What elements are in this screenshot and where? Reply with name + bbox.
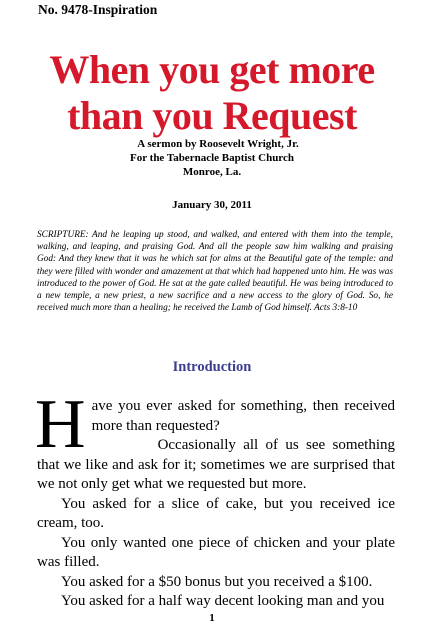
introduction-heading: Introduction (172, 359, 252, 375)
paragraph-1: ave you ever asked for something, then received more than requested? (91, 398, 395, 434)
paragraph-6: You asked for a half way decent looking man and you (61, 593, 385, 609)
title-line-2: than you Request (67, 93, 357, 138)
byline-church: For the Tabernacle Baptist Church (130, 152, 294, 164)
byline-author: A sermon by Roosevelt Wright, Jr. (137, 138, 299, 150)
drop-cap: H (35, 386, 86, 463)
title-line-1: When you get more (49, 47, 375, 92)
paragraph-3: You asked for a slice of cake, but you received ice cream, too. (37, 495, 395, 531)
paragraph-4: You only wanted one piece of chicken and your plate was filled. (37, 534, 395, 570)
scripture-passage: SCRIPTURE: And he leaping up stood, and walked, and entered with them into the temple, walking, and leaping, and praising God. And all the people saw him walking and praising God: And they knew that it was he which sat for alms at the Beautiful gate of the temple: and they were filled with wonder and amazement at that which had happened unto him. He was was introduced to the power of God. He sat at the gate called beautiful. He was being introduced to a new temple, a new priest, a new sacrifice and a new access to the glory of God. So, he received much more than a healing; he received the Lamb of God himself. Acts 3:8-10 (37, 230, 393, 314)
sermon-number: No. 9478-Inspiration (38, 2, 158, 17)
page-number: 1 (209, 612, 215, 624)
paragraph-5: You asked for a $50 bonus but you received a $100. (61, 573, 373, 590)
sermon-date: January 30, 2011 (172, 199, 252, 211)
paragraph-2: Occasionally all of us see something that we like and ask for it; sometimes we are surprised that we not only get what we requested but more. (37, 437, 395, 492)
introduction-body (35, 386, 395, 612)
byline-location: Monroe, La. (182, 166, 242, 178)
